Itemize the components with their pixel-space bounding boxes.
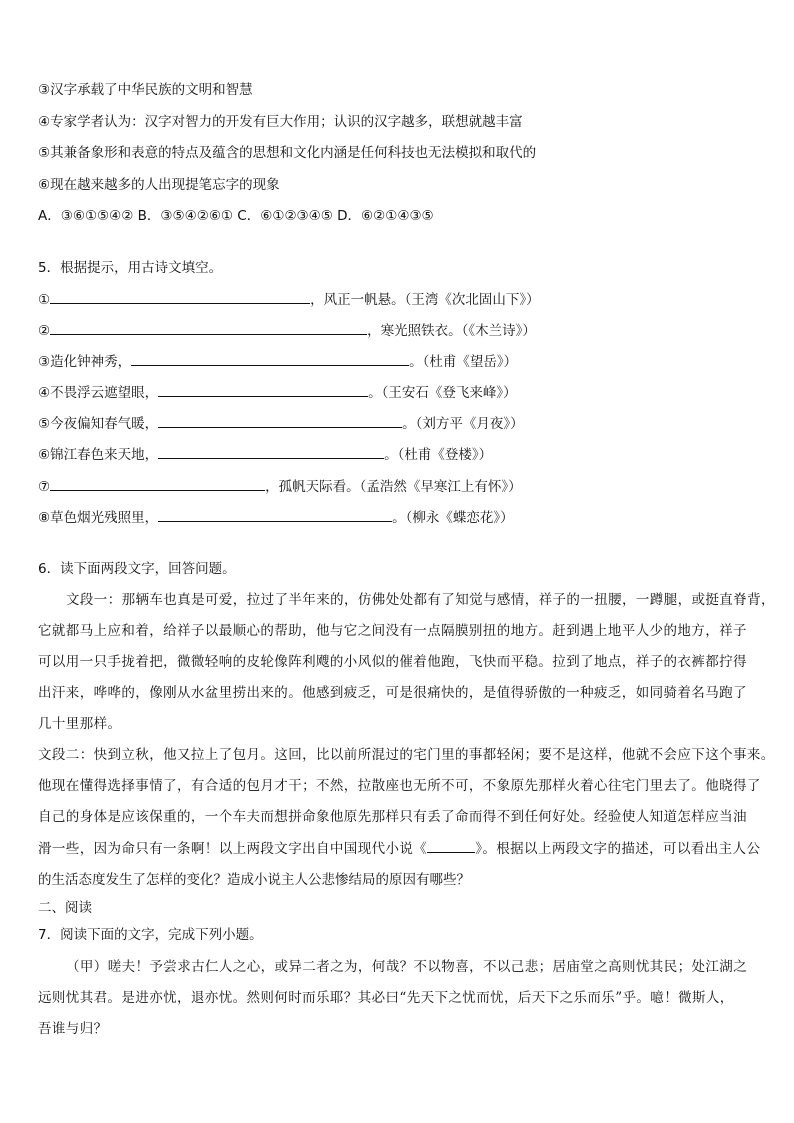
q6-p2-line-4: [38, 838, 760, 859]
q5-line-6-post: 。（杜甫《登楼》）: [384, 447, 493, 463]
q5-line-1-post: ，风正一帆悬。（王湾《次北固山下》）: [310, 292, 540, 308]
q5-title: 5．根据提示，用古诗文填空。: [38, 260, 223, 276]
q5-line-8: [38, 507, 514, 528]
q5-line-6: [38, 444, 492, 465]
q5-blank-4[interactable]: [158, 382, 368, 397]
q5-blank-7[interactable]: [50, 476, 265, 491]
q5-blank-8[interactable]: [158, 507, 392, 522]
section-heading-reading: 二、阅读: [38, 900, 92, 916]
q5-line-6-pre: ⑥锦江春色来天地，: [38, 447, 159, 463]
q5-line-7-post: ，孤帆天际看。（孟浩然《早寒江上有怀》）: [265, 479, 522, 495]
q5-line-3-post: 。（杜甫《望岳》）: [409, 354, 518, 370]
q6-p2-line-1: 文段二：快到立秋，他又拉上了包月。这回，比以前所混过的宅门里的事都轻闲；要不是这样，他就不会应下这个事来。: [38, 747, 775, 763]
q7-line-1: （甲）嗟夫！予尝求古仁人之心，或异二者之为，何哉？不以物喜，不以己悲；居庙堂之高则忧其民；处江湖之: [66, 959, 748, 975]
q5-line-5-pre: ⑤今夜偏知春气暖，: [38, 416, 159, 432]
q4-options: A．③⑥①⑤④② B．③⑤④②⑥① C．⑥①②③④⑤ D．⑥②①④③⑤: [38, 208, 434, 224]
q5-line-5-post: 。（刘方平《月夜》）: [402, 416, 524, 432]
q5-line-7-pre: ⑦: [38, 479, 51, 495]
q5-line-2: [38, 320, 536, 341]
q5-line-2-pre: ②: [38, 323, 51, 339]
q5-line-8-pre: ⑧草色烟光残照里，: [38, 510, 159, 526]
q5-line-3: [38, 351, 517, 372]
q6-p1-line-4: 出汗来，哗哗的，像刚从水盆里捞出来的。他感到疲乏，可是很痛快的，是值得骄傲的一种疲乏，如同骑着名马跑了: [38, 685, 747, 701]
q5-blank-3[interactable]: [131, 351, 409, 366]
q5-line-1: [38, 289, 540, 310]
q5-line-4-post: 。（王安石《登飞来峰》）: [368, 385, 517, 401]
q4-item-4: ④专家学者认为：汉字对智力的开发有巨大作用；认识的汉字越多，联想就越丰富: [38, 114, 523, 130]
q7-title: 7．阅读下面的文字，完成下列小题。: [38, 927, 263, 943]
q6-p2-line-3: 自己的身体是应该保重的，一个车夫而想拼命象他原先那样只有丢了命而得不到任何好处。经验使人知道怎样应当油: [38, 809, 747, 825]
q5-line-3-pre: ③造化钟神秀，: [38, 354, 132, 370]
q6-title: 6．读下面两段文字，回答问题。: [38, 561, 236, 577]
q5-blank-5[interactable]: [158, 413, 402, 428]
q4-item-6: ⑥现在越来越多的人出现提笔忘字的现象: [38, 177, 280, 193]
q5-line-7: [38, 476, 522, 497]
q6-p1-line-3: 可以用一只手拢着把，微微轻响的皮轮像阵利飕的小风似的催着他跑，飞快而平稳。拉到了地点，祥子的衣裤都拧得: [38, 654, 747, 670]
q5-blank-1[interactable]: [50, 289, 310, 304]
q6-p2-line-2: 他现在懂得选择事情了，有合适的包月才干；不然，拉散座也无所不可，不象原先那样火着心往宅门里去了。他晓得了: [38, 778, 761, 794]
q4-item-3: ③汉字承载了中华民族的文明和智慧: [38, 82, 253, 98]
q6-p1-line-2: 它就都马上应和着，给祥子以最顺心的帮助，他与它之间没有一点隔膜别扭的地方。赶到遇上地平人少的地方，祥子: [38, 623, 747, 639]
q6-p2-line-4-pre: 滑一些，因为命只有一条啊！以上两段文字出自中国现代小说《: [38, 841, 428, 857]
q5-line-5: [38, 413, 524, 434]
q5-blank-2[interactable]: [50, 320, 367, 335]
q6-p2-line-4-post: 》。根据以上两段文字的描述，可以看出主人公: [475, 841, 761, 857]
q7-line-2: 远则忧其君。是进亦忧，退亦忧。然则何时而乐耶？其必曰“先天下之忧而忧，后天下之乐而乐”乎。噫！微斯人，: [38, 990, 734, 1006]
q4-item-5: ⑤其兼备象形和表意的特点及蕴含的思想和文化内涵是任何科技也无法模拟和取代的: [38, 145, 537, 161]
q5-line-2-post: ，寒光照铁衣。（《木兰诗》）: [367, 323, 536, 339]
q6-question: 的生活态度发生了怎样的变化？造成小说主人公悲惨结局的原因有哪些？: [38, 872, 470, 888]
q7-line-3: 吾谁与归？: [38, 1021, 108, 1037]
q6-p1-line-5: 几十里那样。: [38, 716, 122, 732]
q5-line-4: [38, 382, 517, 403]
q5-line-8-post: 。（柳永《蝶恋花》）: [392, 510, 514, 526]
q5-line-4-pre: ④不畏浮云遮望眼，: [38, 385, 159, 401]
q6-novel-title-blank[interactable]: [427, 838, 475, 853]
q5-blank-6[interactable]: [158, 444, 384, 459]
q6-p1-line-1: 文段一：那辆车也真是可爱，拉过了半年来的，仿佛处处都有了知觉与感情，祥子的一扭腰，一蹲腿，或挺直脊背，: [66, 592, 775, 608]
q5-line-1-pre: ①: [38, 292, 51, 308]
